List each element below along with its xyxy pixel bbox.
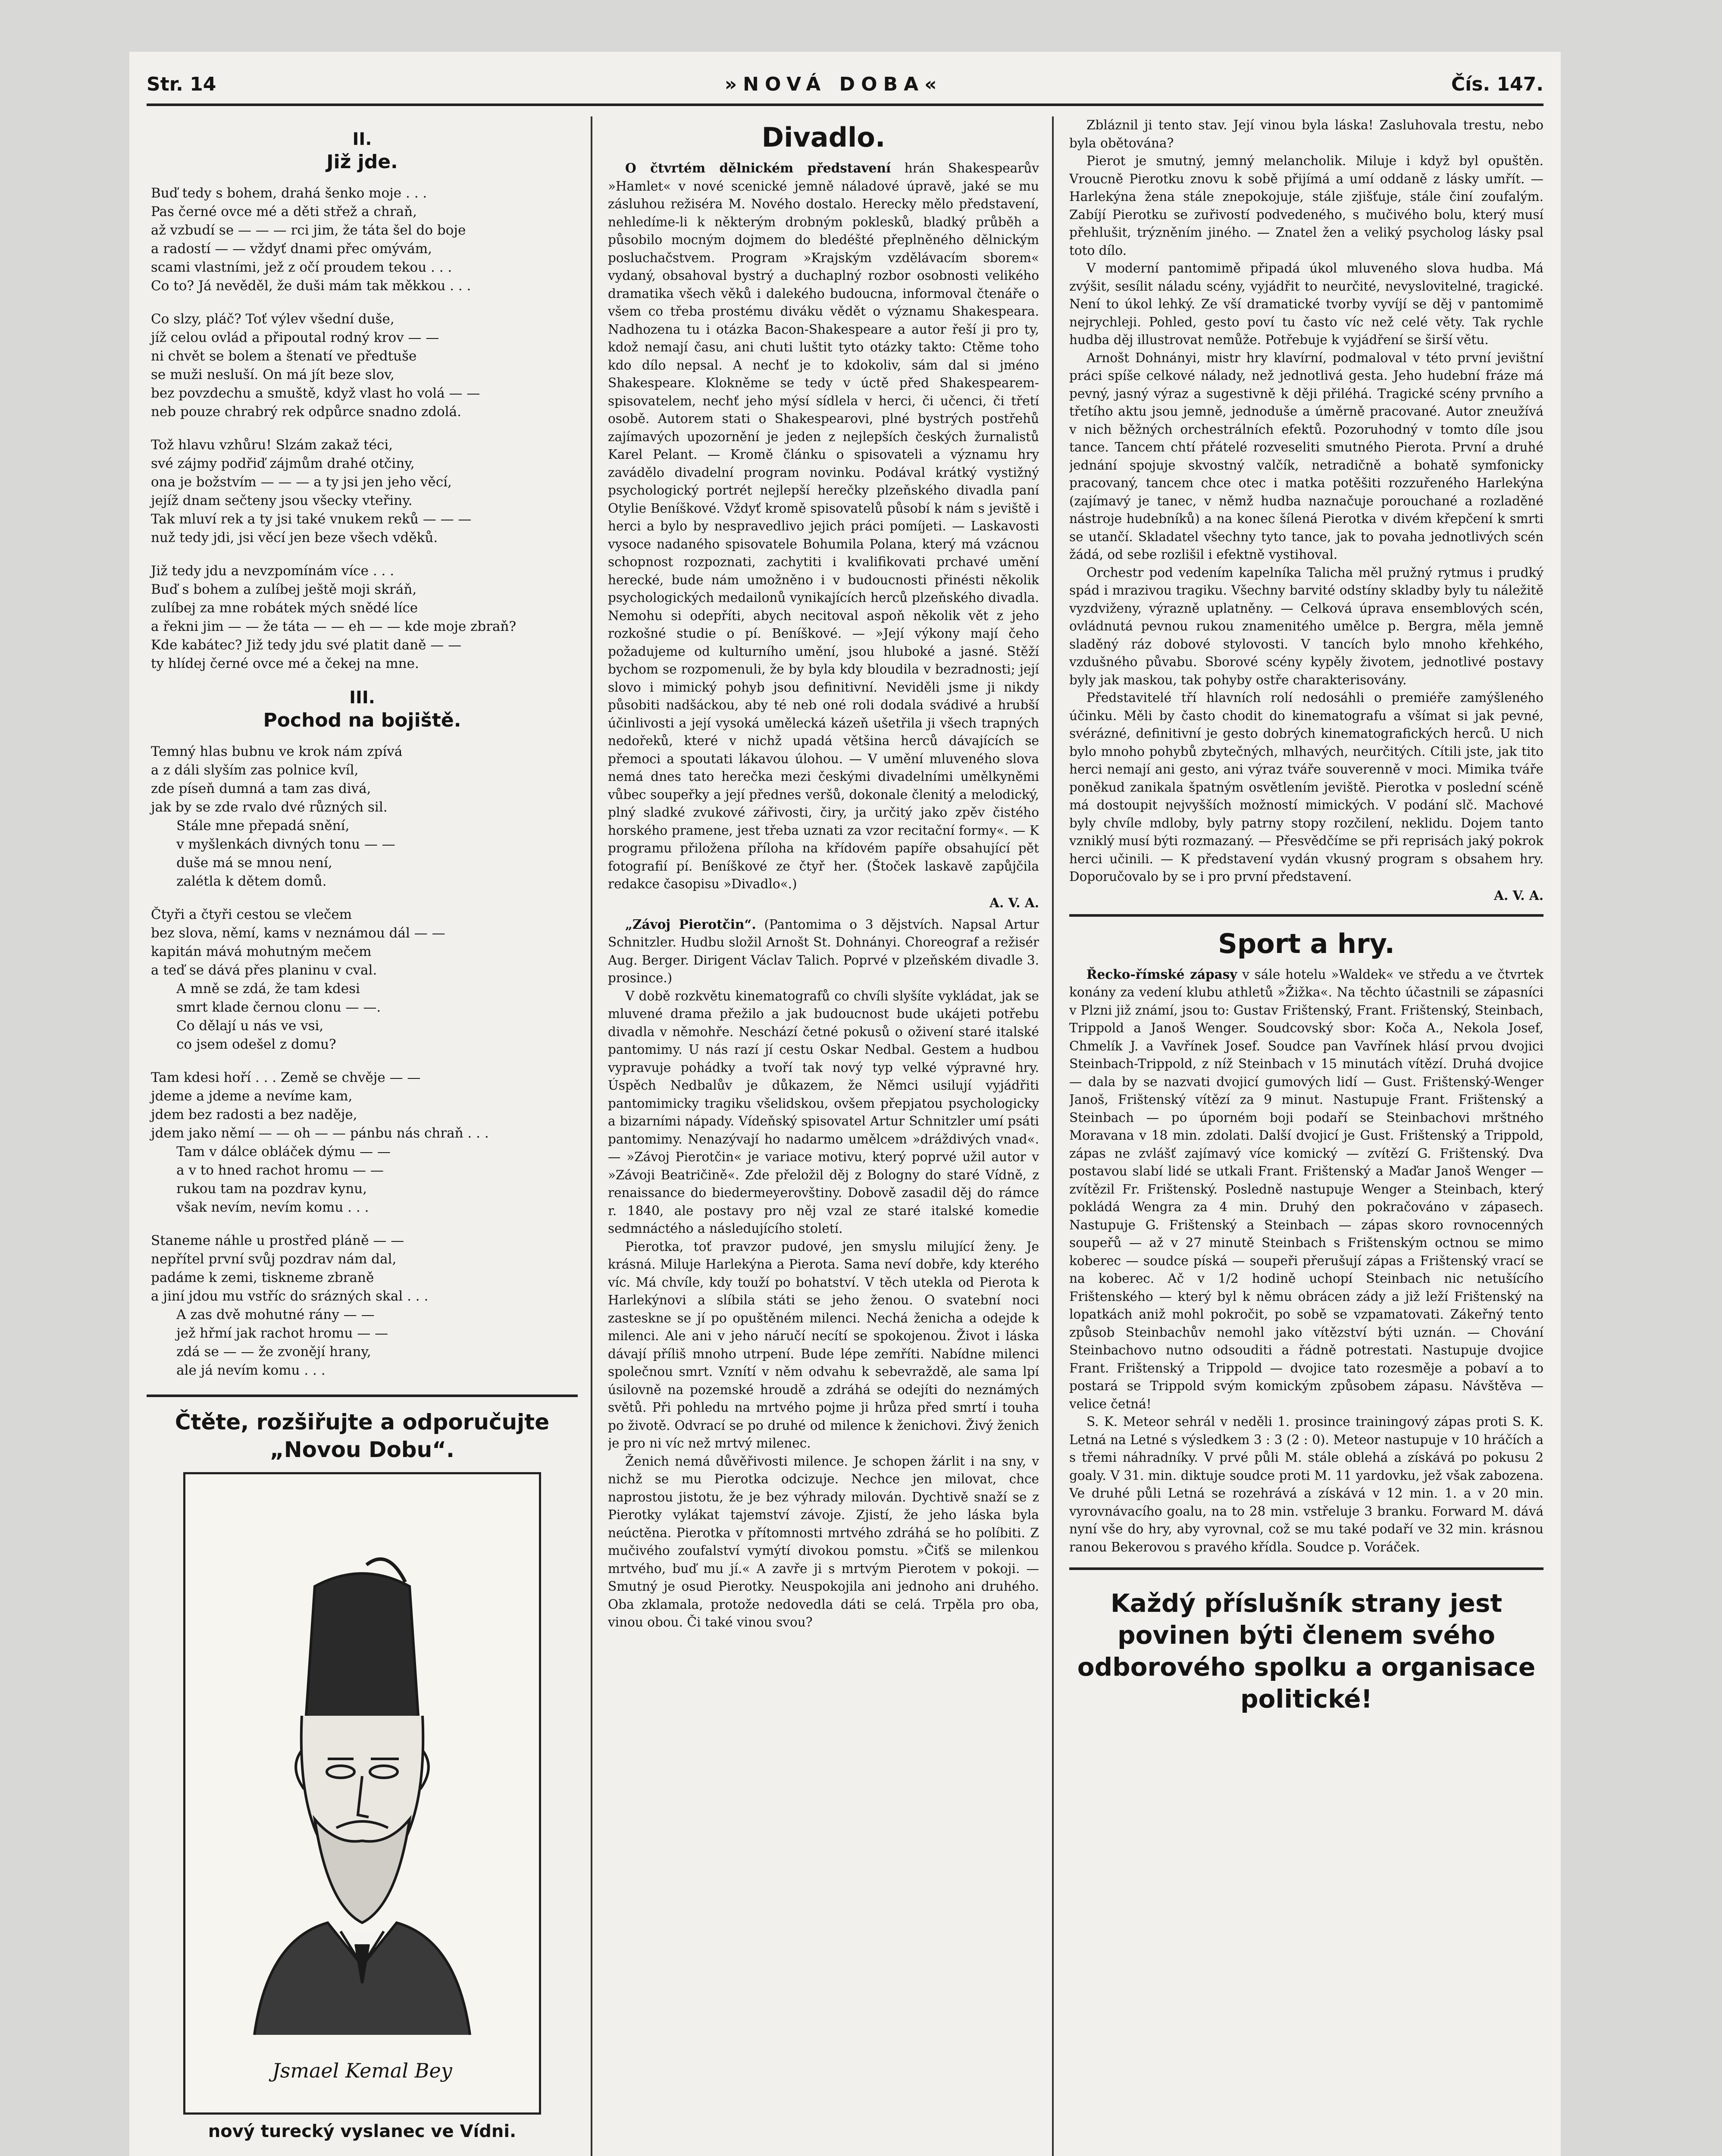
article-paragraph: S. K. Meteor sehrál v neděli 1. prosince trainingový zápas proti S. K. Letná na Letné s výsledkem 3 : 3 (2 : 0). Meteor nastupuje v 10 hráčích a s třemi náhradníky. V prvé půli M. stále oblehá a získává po pokusu 2 goaly. V 31. min. diktuje soudce proti M. 11 yardovku, jež však zabozena. Ve druhé půli Letná se rozehrává a získává v 12 min. 1. a v 20 min. vyrovnávacího goalu, na to 28 min. vstřeluje 3 branku. Forward M. dává nyní vše do hry, aby vyrovnal, což se mu také podaří ve 32 min. krásnou ranou Bekerovou s pravého křídla. Soudce p. Voráček. (1069, 1414, 1544, 1554)
article-body: hrán Shakespearův »Hamlet« v nové scenické jemně náladové úpravě, jaké se mu zásluhou režiséra M. Nového dostalo. Herecky mělo představení, nehledíme-li k některým drobným poklesků, bladký průběh a působilo mocným dojmem do bledéšté přeplněného dělnickým posluchačstvem. Program »Krajským vzdělávacím sborem« vydaný, obsahoval bystrý a duchaplný rozbor osobnosti velikého dramatika všech věků i dalekého budoucna, informoval čtenáře o všem co třeba prostému diváku vědět o významu Shakespeara. Nadhozena tu i otázka Bacon-Shakespeare a autor řeší ji pro ty, kdož nemají času, ani chuti luštit tyto otázky takto: Ctěme toho kdo dílo nepsal. A nechť je to kdokoliv, sám dal si jméno Shakespeare. Klokněme se tedy v úctě před Shakespearem-spisovatelem, nechť jeho mýsí sídlela v herci, či učenci, či třetí osobě. Autorem stati o Shakespearovi, plné bystrých postřehů zajímavých upozornění je jeden z nejlepších českých žurnalistů Karel Pelant. — Kromě článku o spisovateli a významu hry zavádělo divadelní program novinku. Podával krátký vystižný psychologický portrét nejlepší herečky plzeňského divadla paní Otylie Beníškové. Vždyť kromě spisovatelů působí k nám s jeviště i herci a bylo by nespravedlivo jejich práci pomíjeti. — Laskavosti vysoce nadaného spisovatele Bohumila Polana, který má vzácnou schopnost rozpoznati, zachytiti i kvalifikovati prchavé umění herecké, bude nám umožněno i v budoucnosti přinésti několik psychologických medailonů vynikajících herců plzeňského divadla. Nemohu si odepříti, abych necitoval aspoň několik vět z jeho rozkošné studie o pí. Beníškové. — »Její výkony mají čeho požadujeme od kulturního umění, jsou hluboké a jasné. Stěží bychom se rozpomenuli, že by byla kdy bloudila v bezradnosti; její slovo i mimický pohyb jsou definitivní. Neviděli jsme ji nikdy působiti nadšáckou, aby té neb oné roli dodala svádivé a hrubší účinlivosti a její vysoká umělecká kázeň ušetřila ji všech trapných nedořeků, které v nichž upadá většina herců dávajících se přemoci a spoutati lákavou úlohou. — V umění mluveného slova nemá dnes tato herečka mezi českými divadelními umělkyněmi vůbec soupeřky a její přednes veršů, dokonale členitý a melodický, plný sladké zvukové zářivosti, čiry, ja určitý jako zpěv čistého horského pramene, jest třeba uznati za vzor recitační formy«. — K programu přiložena příloha na křídovém papíře obsahující pět fotografií pí. Beníškové ze čtyř her. (Štoček laskavě zapůjčila redakce časopisu »Divadlo«.) (608, 161, 1039, 891)
masthead: »NOVÁ DOBA« (724, 73, 943, 95)
section-rule (1069, 1567, 1544, 1570)
article-body: (Pantomima o 3 dějstvích. Napsal Artur Schnitzler. Hudbu složil Arnošt St. Dohnányi. Choreograf a režisér Aug. Berger. Dirigent Václav Talich. Poprvé v plzeňském divadle 3. prosince.) (608, 917, 1039, 985)
column-theatre-sport (1069, 116, 1544, 2156)
man-portrait-icon (185, 1474, 539, 2112)
article-lead: O čtvrtém dělnickém představení (625, 160, 891, 175)
party-notice: Každý příslušník strany jest povinen býti členem svého odborového spolku a organisace politické! (1077, 1589, 1536, 1714)
column-theatre (608, 116, 1039, 2156)
portrait-signature: Jsmael Kemal Bey (272, 2059, 452, 2082)
poem-part-number: III. (349, 688, 375, 708)
poem-part-number: II. (352, 129, 372, 149)
article-paragraph: Představitelé tří hlavních rolí nedosáhli o premiéře zamýšleného účinku. Měli by často chodit do kinematografu a všímat si jak pevné, svérázné, definitivní je gesto dobrých kinematografických herců. U nich bylo mnoho pohybů zbytečných, mlhavých, neurčitých. Cítili jste, jak tito herci nemají ani gesto, ani výraz tváře souverenně v moci. Mimika tváře poněkud zanikala špatným osvětlením jeviště. Pierotka v poslední scéně má dostoupit nejvyšších možností mimických. V podání slč. Machové byly chvíle mdloby, byly patrny stopy rozčilení, neklidu. Dojem tanto vzniklý musí býti rozmazaný. — Přesvědčíme se při reprisách jaký pokrok herci učinili. — K představení vydán vkusný program s obsahem hry. Doporučovalo by se i pro první představení. (1069, 690, 1544, 884)
column-divider (591, 116, 592, 2156)
theatre-heading: Divadlo. (761, 122, 886, 153)
article-paragraph: Arnošt Dohnányi, mistr hry klavírní, podmaloval v této první jevištní práci spíše celkové nálady, než jednotlivá gesta. Jeho hudební fráze má pevný, jasný výraz a sugestivně k ději přiléhá. Tragické scény prvního a třetího aktu jsou jemně, jednoduše a úměrně pracované. Autor zneužívá v nich běžných orchestrálních efektů. Pozoruhodný v tomto díle jsou tance. Tancem chtí přátelé rozveseliti smutného Pierota. První a druhé jednání spojuje skvostný valčík, netradičně a bohatě symfonicky pracovaný, tancem chce otec i matka potěšiti rozzuřeného Harlekýna (zajímavý je tanec, v němž hudba naznačuje porouchané a rozladěné nástroje hudebníků) a na konec šílená Pierotka v divém křepčení k smrti se utančí. Skladatel všechny tyto tance, jak to povaha jednotlivých scén žádá, od sebe rozlišil i efektně vystihoval. (1069, 350, 1544, 562)
column-divider (1052, 116, 1054, 2156)
sport-heading: Sport a hry. (1218, 928, 1395, 959)
article-paragraph (608, 915, 1039, 987)
poem-stanza: Buď tedy s bohem, drahá šenko moje . . . Pas černé ovce mé a děti střež a chraň, až vzbudí se — — — rci jim, že táta šel do boje a radostí — — vždyť dnami přec omývám, scami vlastními, jež z očí proudem tekou . . . Co to? Já nevěděl, že duši mám tak měkkou . . . (151, 185, 471, 294)
poem-stanza: Staneme náhle u prostřed pláně — — nepřítel první svůj pozdrav nám dal, padáme k zemi, tiskneme zbraně a jiní jdou mu vstříc do srázných skal . . . A zas dvě mohutné rány — — jež hřmí jak rachot hromu — — zdá se — — že zvonějí hrany, ale já nevím komu . . . (151, 1233, 429, 1378)
article-body: v sále hotelu »Waldek« ve středu a ve čtvrtek konány za vedení klubu athletů »Žižka«. Na těchto účastnili se zápasníci v Plzni již známí, jsou to: Gustav Frištenský, Frant. Frištenský, Steinbach, Trippold a Janoš Wenger. Soudcovský sbor: Koča A., Nekola Josef, Chmelík J. a Vavřínek Josef. Soudce pan Vavřínek hlásí prvou dvojici Steinbach-Trippold, z níž Steinbach v 15 minutách vítězí. Druhá dvojice — dala by se nazvati dvojicí gumových lidí — Gust. Frištenský-Wenger Janoš, Frištenský vítězí za 9 minut. Nastupuje Frant. Frištenský a Steinbach — po úporném boji podaří se Steinbachovi mrštného Moravana v 18 min. zdolati. Další dvojicí je Gust. Frištenský a Trippold, zápas ne zvlášť zajímavý více komický — zvítězí G. Frištenský. Dva postavou slabí lidé se utkali Frant. Frištenský a Maďar Janoš Wenger — zvítězil Fr. Frištenský. Posledně nastupuje Wenger a Steinbach, který pokládá Wengra za 4 min. Druhý den pokračováno v zápasech. Nastupuje G. Frištenský a Steinbach — zápas skoro rovnocenných soupeřů — až v 27 minutě Steinbach s Frištenským octnou se mimo koberec — soudce píská — soupeři přerušují zápas a Frištenský vrací se na koberec. Ač v 1/2 hodině uchopí Steinbach nic netušícího Frištenského — který byl k němu obrácen zády a již leží Frištenský na lopatkách aniž mohl pokročit, po sobě se vzpamatovati. Zákeřný tento způsob Steinbachův nemohl jako vítězství býti uznán. — Chování Steinbachovo nutno odsouditi a řádně potrestati. Nastupuje dvojice Frant. Frištenský a Trippold — dvojice tato rozesměje a pobaví a to postará se Trippold svým komickým způsobem zápasu. Návštěva — velice četná! (1069, 967, 1544, 1411)
section-rule (147, 1395, 578, 1397)
article-lead: „Závoj Pierotčin“. (625, 916, 756, 932)
article-paragraph: Pierotka, toť pravzor pudové, jen smyslu milující ženy. Je krásná. Miluje Harlekýna a Pierota. Sama neví dobře, kdy kterého víc. Má chvíle, kdy touží po bohatství. V těch utekla od Pierota k Harlekýnovi a slíbila státi se jeho ženou. O svatební noci zasteskne se jí po opuštěném milenci. Nechá ženicha a odejde k milenci. Ale ani v jeho náručí necítí se spokojenou. Život i láska dávají příliš mnoho utrpení. Bude lépe zemříti. Nabídne milenci společnou smrt. Vznítí v něm odvahu k sebevraždě, ale sama lpí úsilovně na pozemské hroudě a zdráhá se odejíti do neznámých světů. Při pohledu na mrtvého pojme ji hrůza před smrtí i touha po životě. Odvrací se po druhé od milence k ženichovi. Živý ženich je pro ni víc než mrtvý milenec. (608, 1239, 1039, 1451)
promo-banner: Čtěte, rozšiřujte a odporučujte „Novou Dobu“. (175, 1410, 550, 1462)
portrait-caption: nový turecký vyslanec ve Vídni. (208, 2122, 517, 2141)
article-paragraph (608, 159, 1039, 893)
page-header (147, 65, 1544, 106)
section-rule (1069, 914, 1544, 917)
column-poem (147, 116, 578, 2156)
portrait-illustration (183, 1472, 541, 2115)
article-paragraph: Orchestr pod vedením kapelníka Talicha měl pružný rytmus i prudký spád i mrazivou tragiku. Všechny barvité odstíny skladby byly tu náležitě vyzdviženy, výrazně uplatněny. — Celková úprava ensemblových scén, ovládnutá pevnou rukou znamenitého umělce p. Bergra, měla jemně sladěný ráz dobové stylovosti. V tancích bylo mnoho křehkého, vzdušného půvabu. Sborové scény kypěly životem, jednotlivé postavy byly jak maskou, tak pohyby ostře charakterisovány. (1069, 565, 1544, 687)
poem-part-title: Pochod na bojiště. (263, 709, 461, 731)
article-paragraph: Ženich nemá důvěřivosti milence. Je schopen žárlit i na sny, v nichž se mu Pierotka odcizuje. Nechce jen milovat, chce naprostou jistotu, že je bez výhrady milován. Dychtivě snaží se z Pierotky vylákat tajemství závoje. Zjistí, že jeho láska byla neúctěna. Pierotka v přítomnosti mrtvého zdráhá se ho políbiti. Z mučivého zoufalství vymýtí divokou pomstu. »Čiťš se milenkou mrtvého, buď mu jí.« A zavře ji s mrtvým Pierotem v pokoji. — Smutný je osud Pierotky. Neuspokojila ani jednoho ani druhého. Oba zklamala, protože nedovedla dáti se celá. Trpěla pro oba, vinou obou. Či také vinou svou? (608, 1454, 1039, 1630)
article-paragraph (1069, 965, 1544, 1413)
poem-stanza: Temný hlas bubnu ve krok nám zpívá a z dáli slyším zas polnice kvíl, zde píseň dumná a tam zas divá, jak by se zde rvalo dvé různých sil. Stále mne přepadá snění, v myšlenkách divných tonu — — duše má se mnou není, zalétla k dětem domů. (151, 744, 403, 889)
poem-stanza: Tož hlavu vzhůru! Slzám zakaž téci, své zájmy podřiď zájmům drahé otčiny, ona je božstvím — — — a ty jsi jen jeho věcí, jejíž dnam sečteny jsou všecky vteřiny. Tak mluví rek a ty jsi také vnukem reků — — — nuž tedy jdi, jsi věcí jen beze všech vděků. (151, 437, 472, 545)
issue-number: Čís. 147. (1451, 73, 1544, 95)
article-paragraph: Zbláznil ji tento stav. Její vinou byla láska! Zasluhovala trestu, nebo byla obětována? (1069, 118, 1544, 150)
poem-part-title: Již jde. (326, 151, 398, 173)
article-lead: Řecko-římské zápasy (1086, 966, 1237, 982)
author-signature: A. V. A. (989, 895, 1039, 910)
article-paragraph: Pierot je smutný, jemný melancholik. Miluje i když byl opuštěn. Vroucně Pierotku znovu k sobě přijímá a umí oddaně z lásky umřít. — Harlekýna žena stále znepokojuje, stále zjišťuje, stále činí zoufalým. Zabíjí Pierotku se zuřivostí podvedeného, s mučivého bolu, který musí přehlušit, trýzněním jiného. — Znatel žen a veliký psycholog lásky psal toto dílo. (1069, 154, 1544, 258)
article-paragraph: V moderní pantomimě připadá úkol mluveného slova hudba. Má zvýšit, sesílit náladu scény, vyjádřit to neurčité, nevyslovitelné, tragické. Není to úkol lehký. Ze vší dramatické tvorby vyvíjí se děj v pantomimě nejrychleji. Pohled, gesto poví tu často víc než celé věty. Tak rychle hudba děj illustrovat nemůže. Potřebuje k vyjádření se širší větu. (1069, 261, 1544, 347)
author-signature: A. V. A. (1494, 887, 1544, 903)
poem-stanza: Čtyři a čtyři cestou se vlečem bez slova, němí, kams v neznámou dál — — kapitán mává mohutným mečem a teď se dává přes planinu v cval. A mně se zdá, že tam kdesi smrt klade černou clonu — —. Co dělají u nás ve vsi, co jsem odešel z domu? (151, 907, 445, 1052)
newspaper-page (129, 52, 1561, 2156)
poem-stanza: Co slzy, pláč? Toť výlev všední duše, jíž celou ovlád a připoutal rodný krov — — ni chvět se bolem a štenatí ve předtuše se muži nesluší. On má jít beze slov, bez povzdechu a smuště, když vlast ho volá — — neb pouze chrabrý rek odpůrce snadno zdolá. (151, 311, 480, 420)
poem-stanza: Tam kdesi hoří . . . Země se chvěje — — jdeme a jdeme a nevíme kam, jdem bez radosti a bez naděje, jdem jako němí — — oh — — pánbu nás chraň . . . Tam v dálce obláček dýmu — — a v to hned rachot hromu — — rukou tam na pozdrav kynu, však nevím, nevím komu . . . (151, 1070, 489, 1215)
article-paragraph: V době rozkvětu kinematografů co chvíli slyšíte vykládat, jak se mluvené drama přežilo a jak budoucnost bude ukájeti potřebu divadla v němohře. Neschází četné pokusů o oživení staré italské pantomimy. U nás razí jí cestu Oskar Nedbal. Gestem a hudbou vypravuje pohádky a tvoří tak nový typ velké výpravné hry. Úspěch Nedbalův je důkazem, že Němci usilují vyjádřiti pantomimicky tragiku všelidskou, ovšem přepjatou psychologicky a bizarními nápady. Vídeňský spisovatel Artur Schnitzler umí psáti pantomimy. Nenazývají ho nadarmo umělcem »dráždivých vnad«. — »Závoj Pierotčin« je variace motivu, který poprvé užil autor v »Závoji Beatričině«. Zde přeložil děj z Bologny do staré Vídně, z renaissance do biedermeyerovštiny. Dobově zasadil děj do rámce r. 1840, ale postavy pro něj vzal ze staré italské komedie sedmnáctého a následujícího století. (608, 988, 1039, 1236)
page-number: Str. 14 (147, 73, 216, 95)
poem-stanza: Již tedy jdu a nevzpomínám více . . . Buď s bohem a zulíbej ještě moji skráň, zulíbej za mne robátek mých snědé líce a řekni jim — — že táta — — eh — — kde moje zbraň? Kde kabátec? Již tedy jdu své platit daně — — ty hlídej černé ovce mé a čekej na mne. (151, 563, 517, 671)
